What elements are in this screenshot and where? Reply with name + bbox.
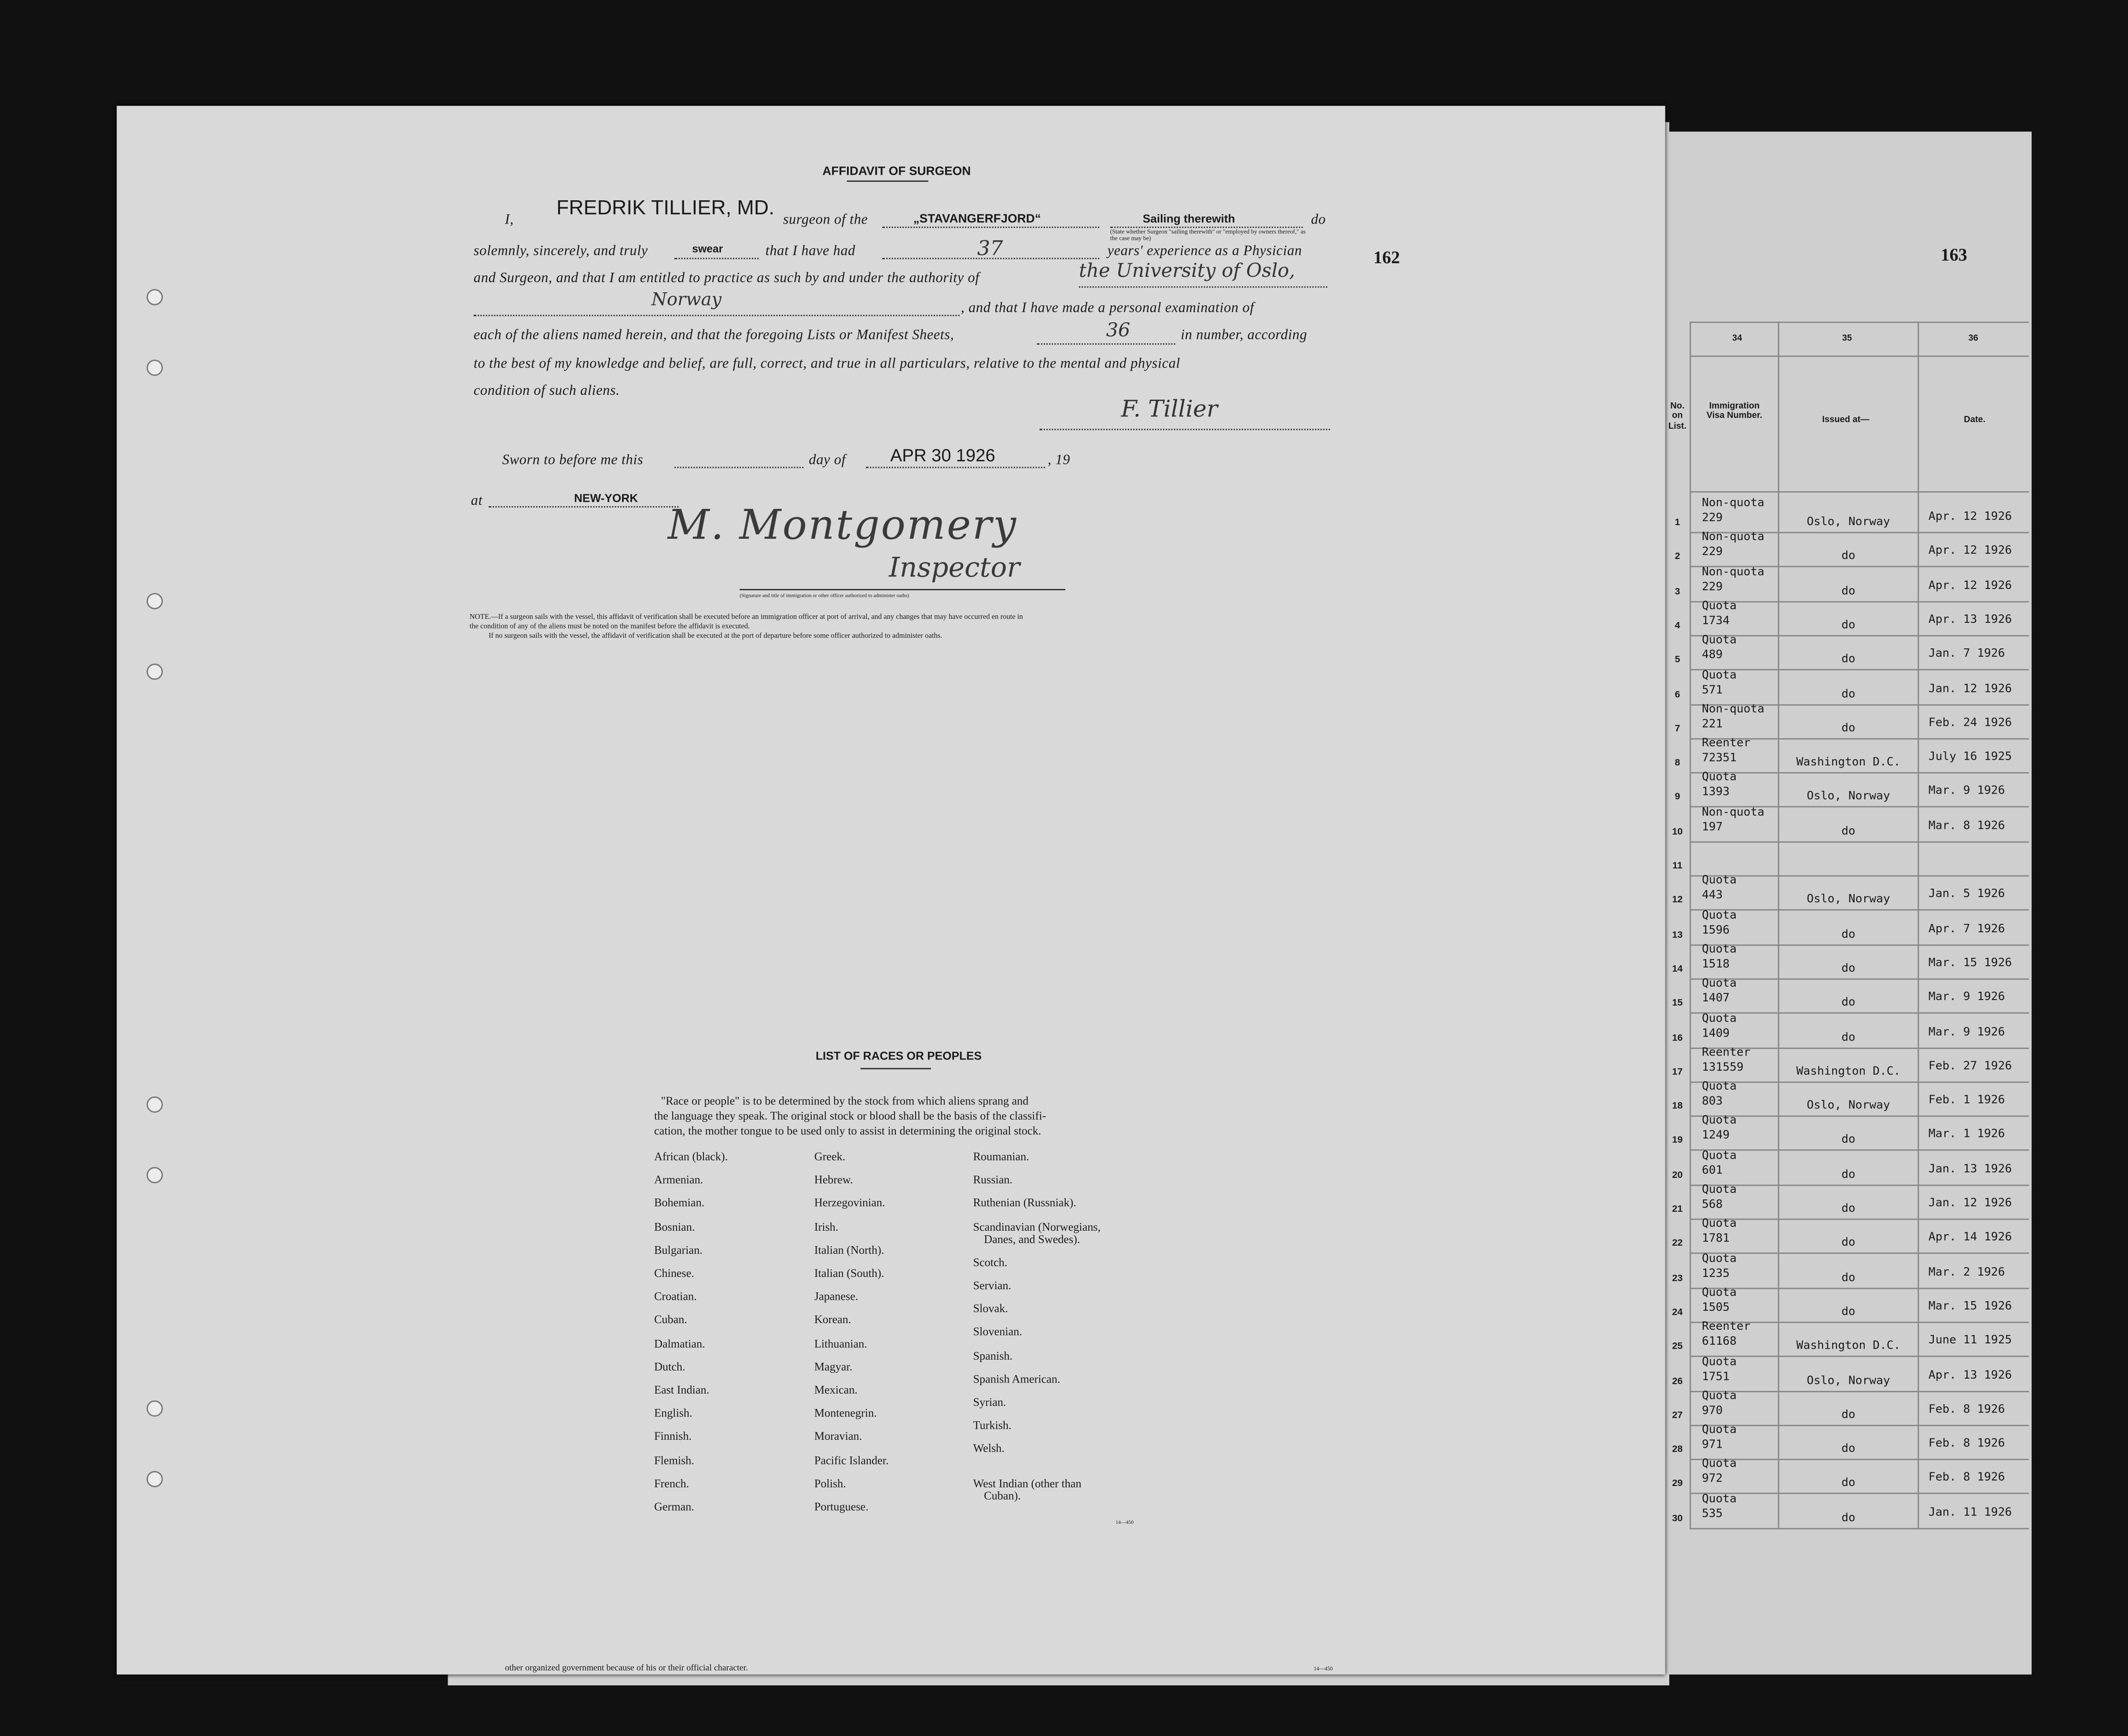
races-form-code: 14—450 [1116, 1519, 1134, 1526]
header-date: Date. [1964, 415, 1986, 425]
affidavit-title: AFFIDAVIT OF SURGEON [822, 164, 971, 178]
visa-type: Quota [1701, 908, 1737, 923]
row-number: 8 [1675, 758, 1680, 769]
race-item: Bohemian. [654, 1196, 705, 1210]
issued-at: do [1841, 653, 1856, 667]
table-rule [1690, 356, 2029, 357]
word-do: do [1311, 213, 1326, 228]
visa-number: 1751 [1701, 1370, 1730, 1384]
race-item: Lithuanian. [814, 1336, 867, 1350]
visa-number: 443 [1701, 889, 1723, 903]
word-personal-exam: , and that I have made a personal examination of [961, 301, 1254, 316]
visa-date: Apr. 13 1926 [1928, 613, 2012, 627]
race-item: Servian. [973, 1278, 1012, 1292]
issued-at: Oslo, Norway [1807, 1099, 1890, 1113]
race-item: Dalmatian. [654, 1336, 705, 1350]
race-item: English. [654, 1406, 692, 1420]
table-row-rule [1690, 841, 2029, 842]
officer-title: Inspector [889, 551, 1020, 584]
table-rule [1690, 322, 2029, 323]
table-row-rule [1690, 1424, 2029, 1426]
header-visa-number: Immigration Visa Number. [1706, 401, 1763, 422]
visa-number: 72351 [1701, 752, 1737, 766]
races-title: LIST OF RACES OR PEOPLES [815, 1049, 982, 1063]
race-item: Russian. [973, 1173, 1012, 1187]
word-day-of: day of [809, 453, 846, 468]
visa-number: 1505 [1701, 1301, 1730, 1315]
surgeon-name: FREDRIK TILLIER, MD. [556, 197, 775, 220]
visa-number: 1409 [1701, 1026, 1730, 1041]
visa-number: 1407 [1701, 992, 1730, 1006]
fill-line [674, 467, 803, 468]
visa-date: Jan. 5 1926 [1928, 888, 2005, 901]
race-item: Syrian. [973, 1395, 1006, 1409]
bottom-code: 14—450 [1314, 1665, 1333, 1672]
visa-number: 1596 [1701, 923, 1730, 938]
race-item: East Indian. [654, 1383, 710, 1397]
issued-at: Washington D.C. [1796, 1339, 1901, 1353]
visa-type: Non-quota [1701, 565, 1764, 579]
fill-line [474, 315, 960, 316]
visa-type: Quota [1701, 1355, 1737, 1369]
table-row-rule [1690, 944, 2029, 945]
officer-signature-line [740, 589, 1065, 590]
row-number: 10 [1672, 827, 1683, 837]
row-number: 29 [1672, 1479, 1683, 1490]
surgeon-signature: F. Tillier [1121, 396, 1218, 423]
years-experience: 37 [977, 236, 1003, 261]
race-item: Magyar. [814, 1359, 853, 1373]
word-i: I, [504, 213, 514, 228]
row-number: 25 [1672, 1342, 1683, 1352]
visa-date: Apr. 12 1926 [1928, 579, 2012, 592]
note-line-2: the condition of any of the aliens must be noted on the manifest before the affidavit is executed. [469, 623, 750, 631]
race-item: Scandinavian (Norwegians, [973, 1219, 1101, 1233]
row-number: 13 [1672, 930, 1683, 940]
sailing-note: (State whether Surgeon "sailing therewith" or "employed by owners thereof," as the case may be) [1110, 228, 1306, 242]
title-underline [847, 180, 928, 182]
note-line-1: NOTE.—If a surgeon sails with the vessel, this affidavit of verification shall be executed before an immigration officer at port of arrival, and any changes that may have occurred en route in [469, 613, 1023, 622]
visa-type: Quota [1701, 1080, 1737, 1094]
visa-number: 229 [1701, 511, 1723, 526]
race-item: Slovenian. [973, 1325, 1022, 1339]
row-number: 20 [1672, 1170, 1683, 1181]
word-at: at [471, 494, 483, 509]
row-number: 16 [1672, 1033, 1683, 1043]
table-row-rule [1690, 1459, 2029, 1460]
race-item: Spanish American. [973, 1372, 1060, 1386]
race-item: Hebrew. [814, 1173, 853, 1187]
visa-type: Quota [1701, 1458, 1737, 1472]
row-number: 27 [1672, 1411, 1683, 1421]
race-item: French. [654, 1476, 689, 1490]
race-item: Dutch. [654, 1359, 685, 1373]
issued-at: do [1841, 824, 1856, 839]
table-row-rule [1690, 635, 2029, 636]
visa-type: Reenter [1701, 737, 1751, 751]
table-row-rule [1690, 1527, 2029, 1529]
race-item: Croatian. [654, 1289, 697, 1303]
visa-type: Quota [1701, 1011, 1737, 1026]
race-item: Italian (North). [814, 1243, 884, 1257]
visa-date: Mar. 8 1926 [1928, 819, 2005, 833]
race-item: Bosnian. [654, 1219, 695, 1233]
visa-date: Jan. 7 1926 [1928, 647, 2005, 661]
visa-date: Apr. 13 1926 [1928, 1368, 2012, 1382]
col-number-36: 36 [1968, 334, 1978, 343]
visa-date: Feb. 24 1926 [1928, 716, 2012, 730]
issued-at: do [1841, 1511, 1856, 1525]
table-column-line [1690, 322, 1691, 1530]
race-item: Pacific Islander. [814, 1453, 889, 1467]
race-item: Spanish. [973, 1348, 1012, 1362]
races-intro-2: the language they speak. The original stock or blood shall be the basis of the classifi- [654, 1108, 1046, 1122]
issued-at: Washington D.C. [1796, 1065, 1901, 1079]
word-have-had: that I have had [765, 244, 856, 259]
table-rule [1690, 491, 2029, 493]
note-line-3: If no surgeon sails with the vessel, the affidavit of verification shall be executed at the port of departure before some officer authorized to administer oaths. [488, 632, 943, 641]
race-item: Turkish. [973, 1418, 1012, 1432]
row-number: 21 [1672, 1205, 1683, 1215]
race-item: Slovak. [973, 1302, 1008, 1315]
row-number: 30 [1672, 1514, 1683, 1524]
visa-number: 221 [1701, 717, 1723, 732]
col-number-34: 34 [1732, 334, 1742, 343]
issued-at: Oslo, Norway [1807, 515, 1890, 530]
officer-caption: (Signature and title of immigration or other officer authorized to administer oaths) [740, 593, 909, 599]
race-item: Herzegovinian. [814, 1196, 885, 1210]
table-row-rule [1690, 1356, 2029, 1357]
row-number: 5 [1675, 655, 1680, 666]
visa-type: Quota [1701, 600, 1737, 614]
punch-hole [147, 289, 163, 305]
race-item: Finnish. [654, 1429, 692, 1443]
race-item: Chinese. [654, 1266, 694, 1280]
sworn-place-stamp: NEW-YORK [574, 491, 638, 505]
visa-type: Quota [1701, 634, 1737, 648]
issued-at: do [1841, 618, 1856, 633]
visa-type: Quota [1701, 1217, 1737, 1232]
row-number: 1 [1675, 518, 1680, 528]
word-solemnly: solemnly, sincerely, and truly [473, 244, 648, 259]
race-item: West Indian (other than [973, 1475, 1082, 1490]
race-item: Italian (South). [814, 1266, 884, 1280]
visa-number: 803 [1701, 1095, 1723, 1109]
visa-number: 971 [1701, 1438, 1723, 1452]
issued-at: Oslo, Norway [1807, 1374, 1890, 1388]
row-number: 2 [1675, 552, 1680, 563]
visa-number: 61168 [1701, 1335, 1737, 1349]
race-item: Polish. [814, 1476, 846, 1490]
visa-type: Non-quota [1701, 531, 1764, 545]
visa-type: Quota [1701, 943, 1737, 957]
race-item: Portuguese. [814, 1499, 869, 1513]
issued-at: do [1841, 1305, 1856, 1319]
visa-number: 1781 [1701, 1232, 1730, 1247]
visa-number: 1235 [1701, 1267, 1730, 1281]
visa-number: 568 [1701, 1198, 1723, 1212]
races-title-underline [861, 1068, 931, 1069]
visa-type: Quota [1701, 977, 1737, 991]
race-item: Ruthenian (Russniak). [973, 1196, 1076, 1210]
visa-number: 571 [1701, 683, 1723, 697]
visa-date: Mar. 9 1926 [1928, 1025, 2005, 1039]
fill-line [674, 258, 758, 259]
race-item: Flemish. [654, 1453, 694, 1467]
row-number: 4 [1675, 621, 1680, 631]
visa-type: Quota [1701, 1389, 1737, 1403]
sheet-count: 36 [1106, 320, 1130, 342]
word-best-knowledge: to the best of my knowledge and belief, are full, correct, and true in all particulars, relative to the mental and physical [473, 357, 1181, 372]
word-in-number: in number, according [1181, 328, 1307, 343]
table-row-rule [1690, 1081, 2029, 1082]
punch-hole [147, 1401, 163, 1417]
visa-date: Mar. 15 1926 [1928, 1300, 2012, 1313]
visa-number: 1249 [1701, 1129, 1730, 1144]
row-number: 3 [1675, 587, 1680, 597]
visa-date: Mar. 2 1926 [1928, 1265, 2005, 1279]
race-item: Mexican. [814, 1383, 858, 1397]
punch-hole [147, 360, 163, 376]
punch-hole [147, 593, 163, 609]
row-number: 12 [1672, 896, 1683, 906]
row-number: 24 [1672, 1308, 1683, 1318]
issued-at: do [1841, 1408, 1856, 1422]
race-item: Korean. [814, 1313, 851, 1327]
bottom-text: other organized government because of his or their official character. [504, 1663, 748, 1673]
fill-line [1037, 343, 1175, 345]
visa-date: June 11 1925 [1928, 1334, 2012, 1348]
visa-date: Apr. 12 1926 [1928, 544, 2012, 558]
word-years-exp: years' experience as a Physician [1107, 244, 1302, 259]
race-item: African (black). [654, 1149, 728, 1163]
row-number: 11 [1672, 861, 1683, 872]
table-row-rule [1690, 1012, 2029, 1014]
visa-number: 972 [1701, 1473, 1723, 1486]
visa-number: 1393 [1701, 786, 1730, 800]
punch-hole [147, 1471, 163, 1487]
visa-date: Feb. 1 1926 [1928, 1094, 2005, 1107]
race-item: Greek. [814, 1149, 846, 1163]
visa-date: Jan. 13 1926 [1928, 1162, 2012, 1176]
issued-at: do [1841, 1442, 1856, 1456]
issued-at: do [1841, 1271, 1856, 1285]
visa-number: 1734 [1701, 614, 1730, 629]
races-intro-1: "Race or people" is to be determined by the stock from which aliens sprang and [661, 1093, 1029, 1107]
word-19: , 19 [1047, 453, 1071, 468]
visa-type: Reenter [1701, 1046, 1751, 1060]
row-number: 18 [1672, 1102, 1683, 1112]
visa-number: 489 [1701, 649, 1723, 663]
word-surgeon-of: surgeon of the [783, 213, 868, 228]
signature-line [1040, 429, 1330, 430]
issued-at: do [1841, 962, 1856, 976]
fill-line [882, 227, 1099, 228]
race-item: Armenian. [654, 1173, 703, 1187]
vessel-name: „STAVANGERFJORD“ [913, 211, 1041, 225]
row-number: 23 [1672, 1273, 1683, 1284]
sworn-date-stamp: APR 30 1926 [890, 445, 995, 466]
sailing-status: Sailing therewith [1142, 211, 1235, 225]
visa-type: Quota [1701, 1423, 1737, 1438]
table-row-rule [1690, 1150, 2029, 1151]
row-number: 19 [1672, 1136, 1683, 1146]
fill-line [866, 467, 1045, 468]
race-item: Bulgarian. [654, 1243, 703, 1257]
races-intro-3: cation, the mother tongue to be used only to assist in determining the original stock. [654, 1123, 1042, 1137]
visa-type: Non-quota [1701, 702, 1764, 717]
row-number: 15 [1672, 999, 1683, 1009]
visa-number: 229 [1701, 546, 1723, 560]
race-item: Cuban). [984, 1488, 1021, 1502]
issued-at: do [1841, 1236, 1856, 1251]
table-column-line [1918, 322, 1919, 1530]
visa-type: Quota [1701, 1286, 1737, 1300]
visa-type: Quota [1701, 668, 1737, 682]
race-item: Cuban. [654, 1313, 687, 1327]
visa-date: Feb. 8 1926 [1928, 1471, 2005, 1485]
visa-number: 601 [1701, 1164, 1723, 1177]
officer-signature: M. Montgomery [667, 502, 1018, 550]
issued-at: do [1841, 1168, 1856, 1182]
issued-at: do [1841, 550, 1856, 564]
table-row-rule [1690, 1184, 2029, 1185]
issued-at: Washington D.C. [1796, 756, 1901, 770]
visa-number: 131559 [1701, 1061, 1744, 1075]
race-item: German. [654, 1499, 694, 1513]
visa-date: July 16 1925 [1928, 750, 2012, 764]
punch-hole [147, 1096, 163, 1113]
visa-number: 229 [1701, 580, 1723, 594]
issued-at: do [1841, 1202, 1856, 1216]
table-row-rule [1690, 978, 2029, 979]
table-row-rule [1690, 1287, 2029, 1288]
visa-date: Apr. 7 1926 [1928, 922, 2005, 936]
visa-type: Non-quota [1701, 497, 1764, 511]
issued-at: do [1841, 1030, 1856, 1045]
visa-type: Quota [1701, 1492, 1737, 1506]
visa-date: Feb. 8 1926 [1928, 1403, 2005, 1416]
authority-line-2: Norway [651, 290, 722, 311]
table-row-rule [1690, 1253, 2029, 1254]
header-no-on-list: No. on List. [1668, 401, 1687, 432]
word-condition: condition of such aliens. [473, 384, 620, 399]
table-row-rule [1690, 772, 2029, 773]
table-row-rule [1690, 669, 2029, 670]
table-row-rule [1690, 1390, 2029, 1391]
table-row-rule [1690, 909, 2029, 911]
table-row-rule [1690, 1493, 2029, 1494]
issued-at: do [1841, 584, 1856, 598]
visa-date: Apr. 12 1926 [1928, 510, 2012, 524]
issued-at: do [1841, 687, 1856, 701]
header-issued-at: Issued at— [1822, 415, 1870, 425]
oath-word: swear [692, 243, 723, 255]
visa-date: Apr. 14 1926 [1928, 1231, 2012, 1245]
issued-at: do [1841, 721, 1856, 736]
visa-type: Quota [1701, 1252, 1737, 1266]
race-item: Welsh. [973, 1442, 1005, 1456]
visa-number: 535 [1701, 1507, 1723, 1521]
fill-line [1079, 286, 1327, 287]
punch-hole [147, 664, 163, 680]
row-number: 17 [1672, 1067, 1683, 1078]
visa-date: Feb. 8 1926 [1928, 1437, 2005, 1451]
row-number: 14 [1672, 964, 1683, 975]
visa-date: Feb. 27 1926 [1928, 1059, 2012, 1073]
word-and-surgeon: and Surgeon, and that I am entitled to practice as such by and under the authority of [473, 271, 979, 287]
issued-at: Oslo, Norway [1807, 790, 1890, 804]
race-item: Scotch. [973, 1255, 1008, 1269]
issued-at: do [1841, 996, 1856, 1010]
row-number: 9 [1675, 793, 1680, 803]
punch-hole [147, 1167, 163, 1183]
table-row-rule [1690, 600, 2029, 602]
table-row-rule [1690, 1218, 2029, 1220]
visa-date: Mar. 9 1926 [1928, 991, 2005, 1004]
issued-at: Oslo, Norway [1807, 893, 1890, 907]
word-sworn: Sworn to before me this [502, 453, 644, 468]
row-number: 6 [1675, 690, 1680, 700]
visa-number: 970 [1701, 1404, 1723, 1418]
issued-at: do [1841, 1477, 1856, 1491]
visa-date: Mar. 15 1926 [1928, 956, 2012, 970]
word-each-alien: each of the aliens named herein, and that the foregoing Lists or Manifest Sheets, [473, 328, 954, 343]
right-page-number: 163 [1940, 244, 1967, 265]
race-item: Irish. [814, 1219, 839, 1233]
table-row-rule [1690, 875, 2029, 876]
issued-at: do [1841, 927, 1856, 942]
row-number: 22 [1672, 1239, 1683, 1249]
table-row-rule [1690, 1115, 2029, 1117]
row-number: 28 [1672, 1445, 1683, 1455]
visa-date: Jan. 12 1926 [1928, 1197, 2012, 1210]
race-item: Roumanian. [973, 1149, 1029, 1163]
visa-date: Mar. 1 1926 [1928, 1128, 2005, 1142]
race-item: Japanese. [814, 1289, 858, 1303]
visa-type: Quota [1701, 1149, 1737, 1163]
left-page-number: 162 [1373, 247, 1400, 268]
fill-line [882, 258, 1099, 259]
row-number: 7 [1675, 724, 1680, 734]
visa-number: 1518 [1701, 958, 1730, 972]
visa-type: Non-quota [1701, 805, 1764, 820]
visa-type: Quota [1701, 1114, 1737, 1129]
visa-number: 197 [1701, 820, 1723, 835]
race-item: Moravian. [814, 1429, 862, 1443]
visa-type: Quota [1701, 1183, 1737, 1197]
visa-type: Reenter [1701, 1320, 1751, 1335]
visa-type: Quota [1701, 874, 1737, 888]
visa-date: Mar. 9 1926 [1928, 785, 2005, 798]
issued-at: do [1841, 1133, 1856, 1148]
visa-date: Jan. 11 1926 [1928, 1506, 2012, 1519]
row-number: 26 [1672, 1376, 1683, 1387]
visa-type: Quota [1701, 771, 1737, 785]
visa-date: Jan. 12 1926 [1928, 682, 2012, 695]
race-item: Montenegrin. [814, 1406, 877, 1420]
col-number-35: 35 [1842, 334, 1852, 343]
authority-line-1: the University of Oslo, [1079, 260, 1296, 283]
fill-line [489, 506, 679, 508]
race-item: Danes, and Swedes). [984, 1232, 1080, 1245]
